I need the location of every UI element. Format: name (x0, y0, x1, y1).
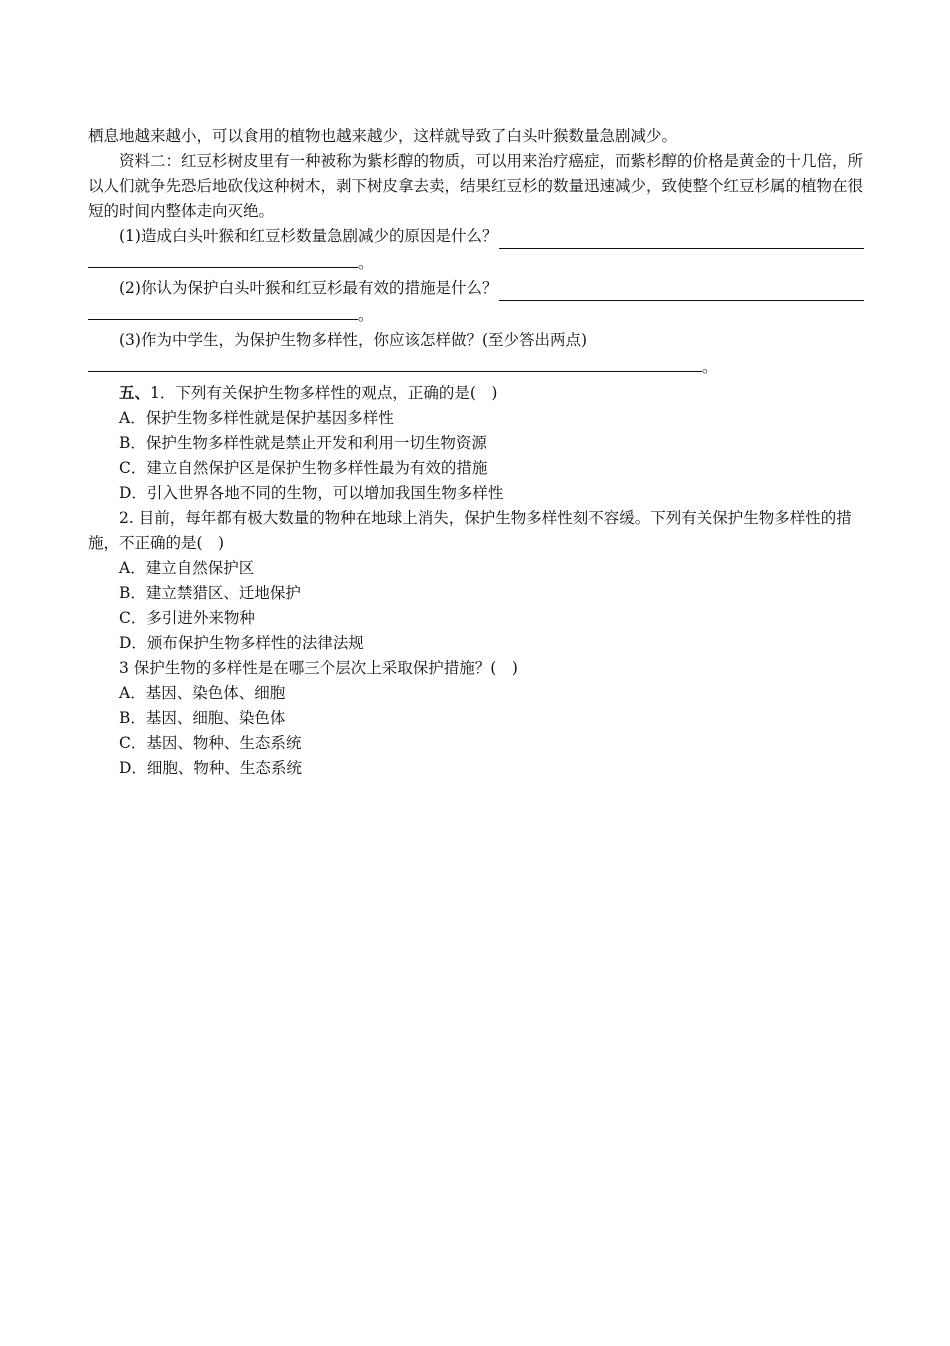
question-2 (88, 276, 864, 301)
period-2: 。 (358, 306, 374, 324)
period-1: 。 (358, 254, 374, 272)
question-1-text: (1)造成白头叶猴和红豆杉数量急剧减少的原因是什么？ (119, 227, 498, 245)
answer-blank-2b[interactable] (88, 301, 358, 320)
question-2-text: (2)你认为保护白头叶猴和红豆杉最有效的措施是什么？ (119, 279, 498, 297)
mc-1-option-b: B．保护生物多样性就是禁止开发和利用一切生物资源 (119, 434, 487, 452)
answer-blank-3[interactable] (88, 353, 702, 372)
mc-question-3-stem: 3 保护生物的多样性是在哪三个层次上采取保护措施？( ) (119, 659, 518, 677)
question-3-text: (3)作为中学生，为保护生物多样性，你应该怎样做？(至少答出两点) (119, 331, 588, 349)
period-3: 。 (702, 358, 718, 376)
mc-3-option-d: D．细胞、物种、生态系统 (119, 759, 302, 777)
mc-1-option-c: C．建立自然保护区是保护生物多样性最为有效的措施 (119, 459, 488, 477)
mc-question-2-stem: 2. 目前，每年都有极大数量的物种在地球上消失，保护生物多样性刻不容缓。下列有关保护生物多样性的措施，不正确的是( ) (88, 509, 852, 552)
mc-1-option-d: D．引入世界各地不同的生物，可以增加我国生物多样性 (119, 484, 504, 502)
answer-blank-1b[interactable] (88, 249, 358, 268)
document-body (88, 124, 864, 781)
question-1 (88, 224, 864, 249)
mc-question-1-stem: 五、1．下列有关保护生物多样性的观点，正确的是( ) (119, 383, 498, 402)
answer-blank-1a[interactable] (499, 230, 864, 249)
paragraph-continuation: 栖息地越来越小，可以食用的植物也越来越少，这样就导致了白头叶猴数量急剧减少。 (88, 127, 678, 145)
mc-2-option-b: B．建立禁猎区、迁地保护 (119, 584, 301, 602)
question-2-line2 (88, 301, 864, 328)
mc-2-option-c: C．多引进外来物种 (119, 609, 255, 627)
material-two-paragraph: 资料二：红豆杉树皮里有一种被称为紫杉醇的物质，可以用来治疗癌症，而紫杉醇的价格是黄金的十几倍，所以人们就争先恐后地砍伐这种树木，剥下树皮拿去卖，结果红豆杉的数量迅速减少，致使整个红豆杉属的植物在很短的时间内整体走向灭绝。 (88, 152, 864, 220)
section-5-label: 五、 (119, 383, 151, 402)
mc-1-option-a: A．保护生物多样性就是保护基因多样性 (119, 409, 394, 427)
question-1-line2 (88, 249, 864, 276)
answer-blank-2a[interactable] (499, 282, 864, 301)
mc-3-option-c: C．基因、物种、生态系统 (119, 734, 302, 752)
mc-3-option-a: A．基因、染色体、细胞 (119, 684, 286, 702)
mc-2-option-a: A．建立自然保护区 (119, 559, 255, 577)
question-3-line (88, 353, 864, 380)
mc-3-option-b: B．基因、细胞、染色体 (119, 709, 286, 727)
mc-2-option-d: D．颁布保护生物多样性的法律法规 (119, 634, 364, 652)
